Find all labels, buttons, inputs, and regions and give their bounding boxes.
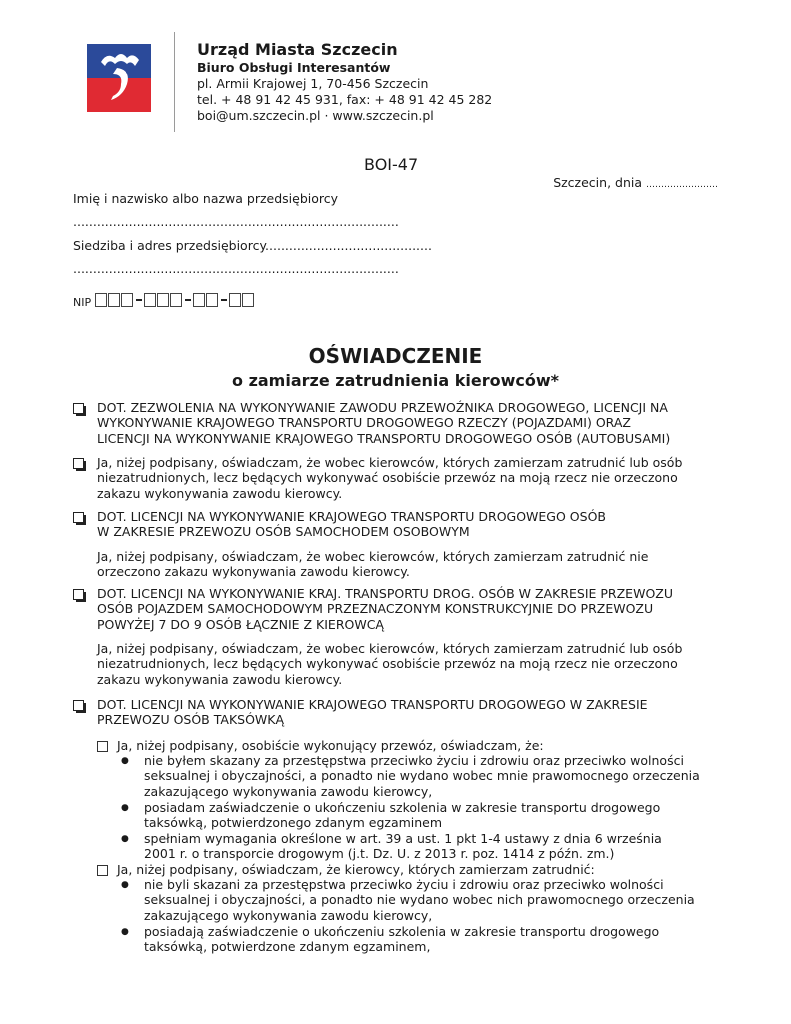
nip-digit-box[interactable] xyxy=(193,293,205,307)
section-4-checkbox[interactable] xyxy=(73,589,84,600)
option-2-checkbox[interactable] xyxy=(97,865,108,876)
option-2-bullet-1: nie byli skazani za przestępstwa przeciwko życiu i zdrowiu oraz przeciwko wolności seksualnej i obyczajności, a ponadto nie wydano wobec nich prawomocnego orzeczenia zakazującego wykonywania zawodu kierowcy, xyxy=(144,877,695,923)
nip-digit-box[interactable] xyxy=(242,293,254,307)
option-2-bullet-2: posiadają zaświadczenie o ukończeniu szkolenia w zakresie transportu drogowego taksówką, potwierdzone zdanym egzaminem, xyxy=(144,924,660,955)
section-3-heading: DOT. LICENCJI NA WYKONYWANIE KRAJOWEGO TRANSPORTU DROGOWEGO OSÓB W ZAKRESIE PRZEWOZU OSÓB SAMOCHODEM OSOBOWYM xyxy=(97,509,606,540)
section-3-checkbox[interactable] xyxy=(73,512,84,523)
nip-digit-box[interactable] xyxy=(95,293,107,307)
header-divider xyxy=(174,32,175,132)
szczecin-coat-of-arms-logo xyxy=(87,44,151,112)
address-line: pl. Armii Krajowej 1, 70-456 Szczecin xyxy=(197,76,429,91)
name-label: Imię i nazwisko albo nazwa przedsiębiorcy xyxy=(73,191,339,206)
nip-digit-box[interactable] xyxy=(108,293,120,307)
nip-digit-box[interactable] xyxy=(157,293,169,307)
option-1-bullet-1: nie byłem skazany za przestępstwa przeciwko życiu i zdrowiu oraz przeciwko wolności seksualnej i obyczajności, a ponadto nie wydano wobec mnie prawomocnego orzeczenia zakazującego wykonywania zawodu kierowcy, xyxy=(144,753,700,799)
section-5-checkbox[interactable] xyxy=(73,700,84,711)
option-1-checkbox[interactable] xyxy=(97,741,108,752)
option-2-label: Ja, niżej podpisany, oświadczam, że kierowcy, których zamierzam zatrudnić: xyxy=(117,862,595,877)
document-subtitle: o zamiarze zatrudnienia kierowców* xyxy=(232,371,559,390)
bullet-icon: ● xyxy=(121,803,129,813)
nip-digit-box[interactable] xyxy=(229,293,241,307)
nip-label: NIP xyxy=(73,296,92,309)
bullet-icon: ● xyxy=(121,834,129,844)
nip-digit-box[interactable] xyxy=(144,293,156,307)
bullet-icon: ● xyxy=(121,927,129,937)
form-code: BOI-47 xyxy=(364,155,419,174)
contact-line: boi@um.szczecin.pl · www.szczecin.pl xyxy=(197,108,434,123)
bullet-icon: ● xyxy=(121,880,129,890)
nip-separator xyxy=(221,299,227,301)
section-4-statement: Ja, niżej podpisany, oświadczam, że wobec kierowców, których zamierzam zatrudnić lub osób niezatrudnionych, lecz będących wykonywać osobiście przewóz na moją rzecz nie orzeczono zakazu wykonywania zawodu kierowcy. xyxy=(97,641,683,687)
section-1-checkbox[interactable] xyxy=(73,403,84,414)
section-1-heading: DOT. ZEZWOLENIA NA WYKONYWANIE ZAWODU PRZEWOŹNIKA DROGOWEGO, LICENCJI NA WYKONYWANIE KRAJOWEGO TRANSPORTU DROGOWEGO RZECZY (POJAZDAMI) ORAZ LICENCJI NA WYKONYWANIE KRAJOWEGO TRANSPORTU DROGOWEGO OSÓB (AUTOBUSAMI) xyxy=(97,400,671,446)
city-date-line xyxy=(553,175,718,190)
date-field[interactable]: …………………… xyxy=(646,180,718,190)
option-1-bullet-2: posiadam zaświadczenie o ukończeniu szkolenia w zakresie transportu drogowego taksówką, potwierdzonego zdanym egzaminem xyxy=(144,800,661,831)
nip-field[interactable] xyxy=(73,290,255,309)
address-field-line-2[interactable]: .................................................................................. xyxy=(73,261,399,276)
name-field[interactable]: .................................................................................. xyxy=(73,214,399,229)
bullet-icon: ● xyxy=(121,756,129,766)
section-2-statement: Ja, niżej podpisany, oświadczam, że wobec kierowców, których zamierzam zatrudnić lub osób niezatrudnionych, lecz będących wykonywać osobiście przewóz na moją rzecz nie orzeczono zakazu wykonywania zawodu kierowcy. xyxy=(97,455,683,501)
option-1-bullet-3: spełniam wymagania określone w art. 39 a ust. 1 pkt 1-4 ustawy z dnia 6 września 2001 r. o transporcie drogowym (j.t. Dz. U. z 2013 r. poz. 1414 z późn. zm.) xyxy=(144,831,662,862)
nip-separator xyxy=(185,299,191,301)
option-1-label: Ja, niżej podpisany, osobiście wykonujący przewóz, oświadczam, że: xyxy=(117,738,544,753)
section-3-statement: Ja, niżej podpisany, oświadczam, że wobec kierowców, których zamierzam zatrudnić nie orzeczono zakazu wykonywania zawodu kierowcy. xyxy=(97,549,649,580)
org-name: Urząd Miasta Szczecin xyxy=(197,40,398,59)
nip-separator xyxy=(136,299,142,301)
document-title: OŚWIADCZENIE xyxy=(308,344,483,368)
nip-digit-box[interactable] xyxy=(206,293,218,307)
nip-digit-box[interactable] xyxy=(170,293,182,307)
phone-line: tel. + 48 91 42 45 931, fax: + 48 91 42 45 282 xyxy=(197,92,493,107)
section-5-heading: DOT. LICENCJI NA WYKONYWANIE KRAJOWEGO TRANSPORTU DROGOWEGO W ZAKRESIE PRZEWOZU OSÓB TAKSÓWKĄ xyxy=(97,697,648,728)
nip-digit-box[interactable] xyxy=(121,293,133,307)
city-date-label: Szczecin, dnia xyxy=(553,175,643,190)
section-2-checkbox[interactable] xyxy=(73,458,84,469)
address-field[interactable]: Siedziba i adres przedsiębiorcy.......................................... xyxy=(73,238,432,253)
department-name: Biuro Obsługi Interesantów xyxy=(197,60,391,75)
section-4-heading: DOT. LICENCJI NA WYKONYWANIE KRAJ. TRANSPORTU DROG. OSÓB W ZAKRESIE PRZEWOZU OSÓB POJAZDEM SAMOCHODOWYM PRZEZNACZONYM KONSTRUKCYJNIE DO PRZEWOZU POWYŻEJ 7 DO 9 OSÓB ŁĄCZNIE Z KIEROWCĄ xyxy=(97,586,673,632)
